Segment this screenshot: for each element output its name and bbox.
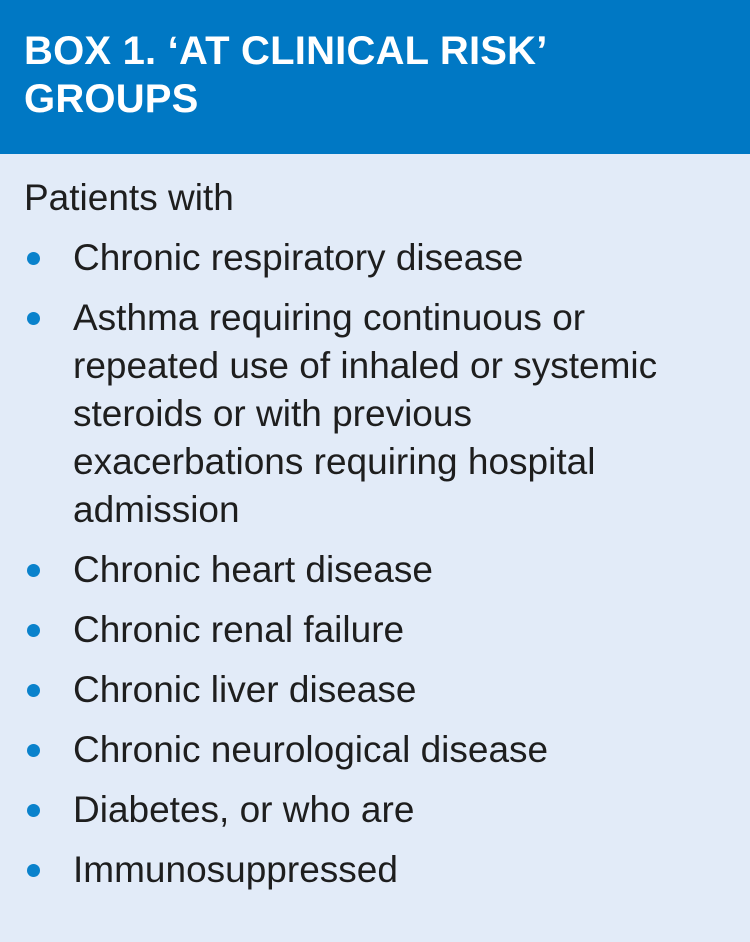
intro-text: Patients with — [24, 177, 234, 218]
bullet-icon — [27, 624, 40, 637]
list-item — [24, 606, 726, 654]
list-item — [24, 234, 726, 282]
list-item — [24, 546, 726, 594]
list-item — [24, 726, 726, 774]
bullet-icon — [27, 312, 40, 325]
list-item-text: Chronic liver disease — [73, 669, 417, 710]
list-item-text: Chronic heart disease — [73, 549, 433, 590]
list-item — [24, 294, 673, 534]
list-item-text: Immunosuppressed — [73, 849, 398, 890]
list-item-text: Chronic renal failure — [73, 609, 405, 650]
box-title-line-2: GROUPS — [24, 77, 199, 121]
box-title-line-1: BOX 1. ‘AT CLINICAL RISK’ — [24, 29, 548, 73]
risk-group-list — [24, 234, 726, 894]
list-item-text: Chronic neurological disease — [73, 729, 549, 770]
list-item — [24, 786, 726, 834]
list-item-text: Diabetes, or who are — [73, 789, 415, 830]
box-body — [0, 154, 750, 894]
bullet-icon — [27, 744, 40, 757]
bullet-icon — [27, 804, 40, 817]
bullet-icon — [27, 252, 40, 265]
bullet-icon — [27, 564, 40, 577]
bullet-icon — [27, 684, 40, 697]
list-item — [24, 846, 726, 894]
box-header — [0, 0, 750, 154]
list-item-text: Asthma requiring continuous or repeated use of inhaled or systemic steroids or with previous exacerbations requiring hospital admission — [73, 297, 658, 530]
box-title — [24, 27, 726, 123]
list-item — [24, 666, 726, 714]
list-item-text: Chronic respiratory disease — [73, 237, 524, 278]
bullet-icon — [27, 864, 40, 877]
